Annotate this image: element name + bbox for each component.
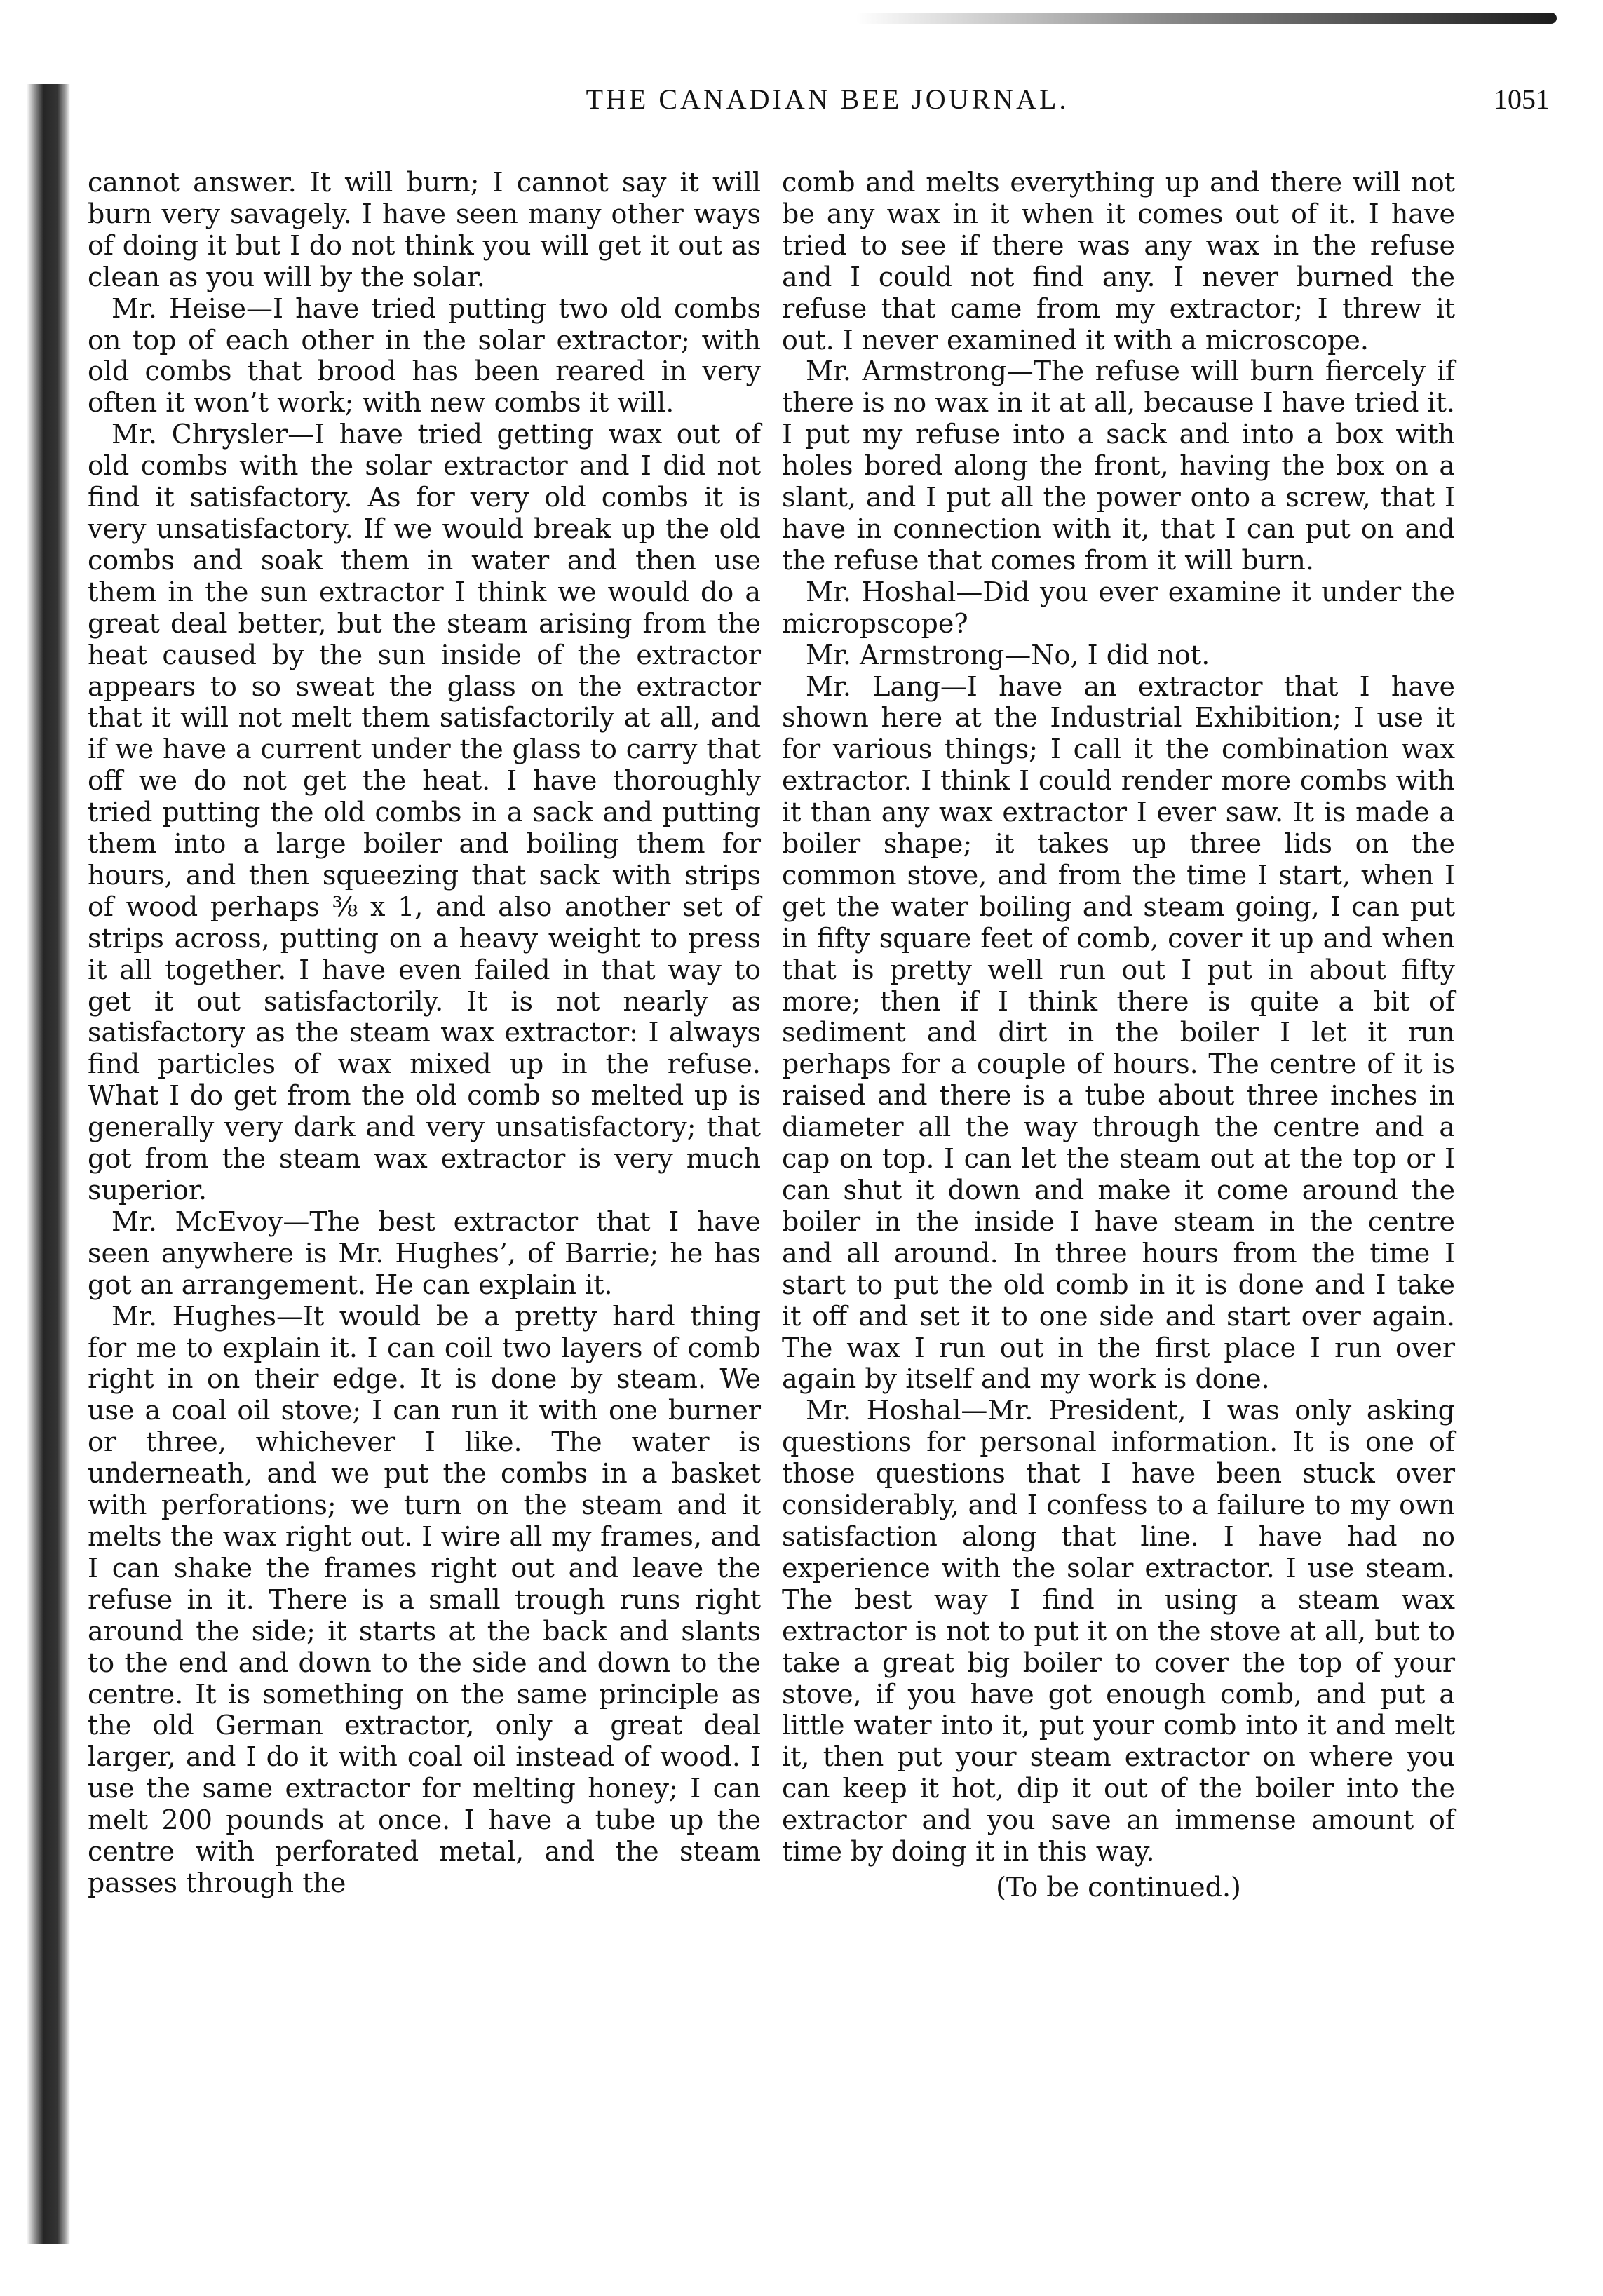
paragraph: Mr. Hughes—It would be a pretty hard thing for me to explain it. I can coil two layers of comb right in on their edge. It is done by steam. We use a coal oil stove; I can run it with one burner or three, whichever I like. The water is underneath, and we put the combs in a basket with perforations; we turn on the steam and it melts the wax right out. I wire all my frames, and I can shake the frames right out and leave the refuse in it. There is a small trough runs right around the side; it starts at the back and slants to the end and down to the side and down to the centre. It is something on the same principle as the old German extractor, only a great deal larger, and I do it with coal oil instead of wood. I use the same extractor for melting honey; I can melt 200 pounds at once. I have a tube up the centre with perforated metal, and the steam passes through the — [88, 1300, 761, 1898]
page-binding-shadow — [0, 84, 70, 2244]
paragraph: Mr. Heise—I have tried putting two old combs on top of each other in the solar extractor; with old combs that brood has been reared in very often it won’t work; with new combs it will. — [88, 292, 761, 419]
paragraph: Mr. Chrysler—I have tried getting wax out of old combs with the solar extractor and I did not find it satisfactory. As for very old combs it is very unsatisfactory. If we would break up the old combs and soak them in water and then use them in the sun extractor I think we would do a great deal better, but the steam arising from the heat caused by the sun inside of the extractor appears to so sweat the glass on the extractor that it will not melt them satisfactorily at all, and if we have a current under the glass to carry that off we do not get the heat. I have thoroughly tried putting the old combs in a sack and putting them into a large boiler and boiling them for hours, and then squeezing that sack with strips of wood perhaps ⅜ x 1, and also another set of strips across, putting on a heavy weight to press it all together. I have even failed in that way to get it out satisfactorily. It is not nearly as satisfactory as the steam wax extractor: I always find particles of wax mixed up in the refuse. What I do get from the old comb so melted up is generally very dark and very unsatisfactory; that got from the steam wax extractor is very much superior. — [88, 419, 761, 1206]
paragraph: Mr. Armstrong—The refuse will burn fiercely if there is no wax in it at all, because I have tried it. I put my refuse into a sack and into a box with holes bored along the front, having the box on a slant, and I put all the power onto a screw, that I have in connection with it, that I can put on and the refuse that comes from it will burn. — [782, 356, 1455, 576]
page-number: 1051 — [1494, 83, 1550, 115]
paragraph: Mr. Lang—I have an extractor that I have shown here at the Industrial Exhibition; I use it for various things; I call it the combination wax extractor. I think I could render more combs with it than any wax extractor I ever saw. It is made a boiler shape; it takes up three lids on the common stove, and from the time I start, when I get the water boiling and steam going, I can put in fifty square feet of comb, cover it up and when that is pretty well run out I put in about fifty more; then if I think there is quite a bit of sediment and dirt in the boiler I let it run perhaps for a couple of hours. The centre of it is raised and there is a tube about three inches in diameter all the way through the centre and a cap on top. I can let the steam out at the top or I can shut it down and make it come around the boiler in the inside I have steam in the centre and all around. In three hours from the time I start to put the old comb in it is done and I take it off and set it to one side and start over again. The wax I run out in the first place I run over again by itself and my work is done. — [782, 670, 1455, 1395]
paragraph: Mr. Armstrong—No, I did not. — [806, 639, 1210, 670]
paragraph: Mr. Hoshal—Did you ever examine it under the micropscope? — [782, 576, 1455, 639]
running-header — [91, 83, 1564, 132]
paragraph: cannot answer. It will burn; I cannot say it will burn very savagely. I have seen many other ways of doing it but I do not think you will get it out as clean as you will by the solar. — [88, 167, 761, 292]
continuation-note: (To be continued.) — [996, 1871, 1241, 1903]
paragraph: Mr. Hoshal—Mr. President, I was only asking questions for personal information. It is one of those questions that I have been stuck over considerably, and I confess to a failure to my own satisfaction along that line. I have had no experience with the solar extractor. I use steam. The best way I find in using a steam wax extractor is not to put it on the stove at all, but to take a great big boiler to cover the top of your stove, if you have got enough comb, and put a little water into it, put your comb into it and melt it, then put your steam extractor on where you can keep it hot, dip it out of the boiler into the extractor and you save an immense amount of time by doing it in this way. — [782, 1395, 1455, 1868]
journal-title: THE CANADIAN BEE JOURNAL. — [586, 83, 1069, 115]
paragraph: comb and melts everything up and there will not be any wax in it when it comes out of it. I have tried to see if there was any wax in the refuse and I could not find any. I never burned the refuse that came from my extractor; I threw it out. I never examined it with a microscope. — [782, 167, 1455, 356]
left-column — [88, 167, 761, 1899]
top-edge-rule — [855, 13, 1557, 24]
paragraph: Mr. McEvoy—The best extractor that I have seen anywhere is Mr. Hughes’, of Barrie; he has got an arrangement. He can explain it. — [88, 1206, 761, 1300]
right-column — [782, 167, 1455, 1903]
